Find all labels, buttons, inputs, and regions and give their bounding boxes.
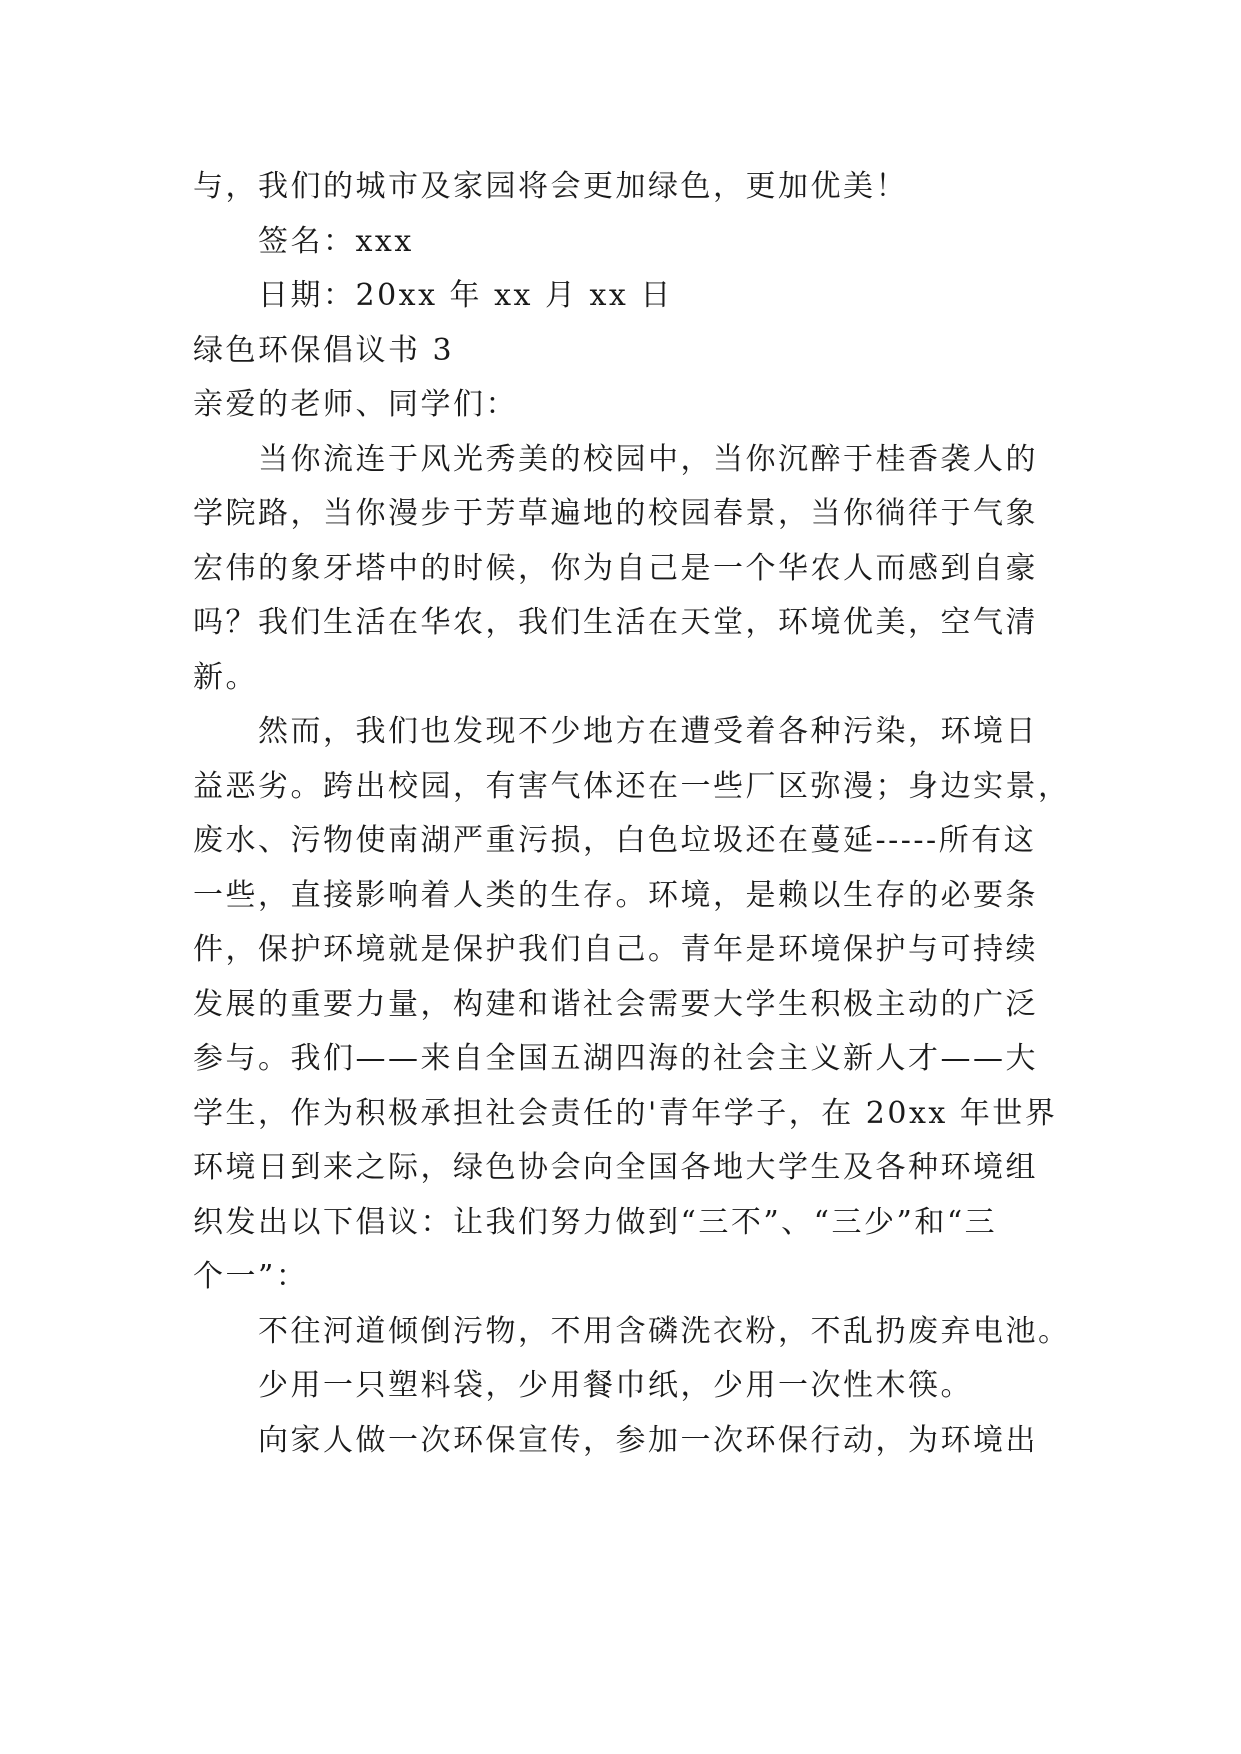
text-line: 发展的重要力量，构建和谐社会需要大学生积极主动的广泛 — [193, 986, 1038, 1022]
text-line: 学院路，当你漫步于芳草遍地的校园春景，当你徜徉于气象 — [193, 496, 1038, 531]
text-line: 然而，我们也发现不少地方在遭受着各种污染，环境日 — [258, 714, 1038, 749]
text-line: 废水、污物使南湖严重污损，白色垃圾还在蔓延-----所有这 — [193, 823, 1037, 858]
text-line: 向家人做一次环保宣传，参加一次环保行动，为环境出 — [258, 1422, 1038, 1458]
text-line: 学生，作为积极承担社会责任的'青年学子，在 20xx 年世界 — [193, 1095, 1058, 1131]
text-line: 件，保护环境就是保护我们自己。青年是环境保护与可持续 — [193, 932, 1038, 967]
text-line: 与，我们的城市及家园将会更加绿色，更加优美！ — [193, 169, 908, 204]
text-line: 亲爱的老师、同学们： — [193, 387, 518, 422]
text-line: 环境日到来之际，绿色协会向全国各地大学生及各种环境组 — [193, 1150, 1038, 1185]
text-line: 绿色环保倡议书 3 — [193, 332, 455, 368]
text-line: 少用一只塑料袋，少用餐巾纸，少用一次性木筷。 — [258, 1368, 973, 1403]
text-line: 当你流连于风光秀美的校园中，当你沉醉于桂香袭人的 — [258, 441, 1038, 477]
text-line: 参与。我们——来自全国五湖四海的社会主义新人才——大 — [193, 1041, 1038, 1076]
text-line: 益恶劣。跨出校园，有害气体还在一些厂区弥漫；身边实景， — [193, 768, 1071, 804]
text-line: 个一”： — [193, 1259, 309, 1294]
text-line: 吗？我们生活在华农，我们生活在天堂，环境优美，空气清 — [193, 605, 1038, 640]
text-line: 签名：xxx — [258, 223, 414, 259]
text-line: 织发出以下倡议：让我们努力做到“三不”、“三少”和“三 — [193, 1204, 998, 1240]
text-line: 不往河道倾倒污物，不用含磷洗衣粉，不乱扔废弃电池。 — [258, 1313, 1071, 1349]
text-line: 新。 — [193, 659, 258, 695]
text-line: 一些，直接影响着人类的生存。环境，是赖以生存的必要条 — [193, 877, 1038, 913]
document-body — [193, 160, 1071, 1468]
text-line: 宏伟的象牙塔中的时候，你为自己是一个华农人而感到自豪 — [193, 550, 1038, 586]
text-line: 日期：20xx 年 xx 月 xx 日 — [258, 278, 673, 313]
